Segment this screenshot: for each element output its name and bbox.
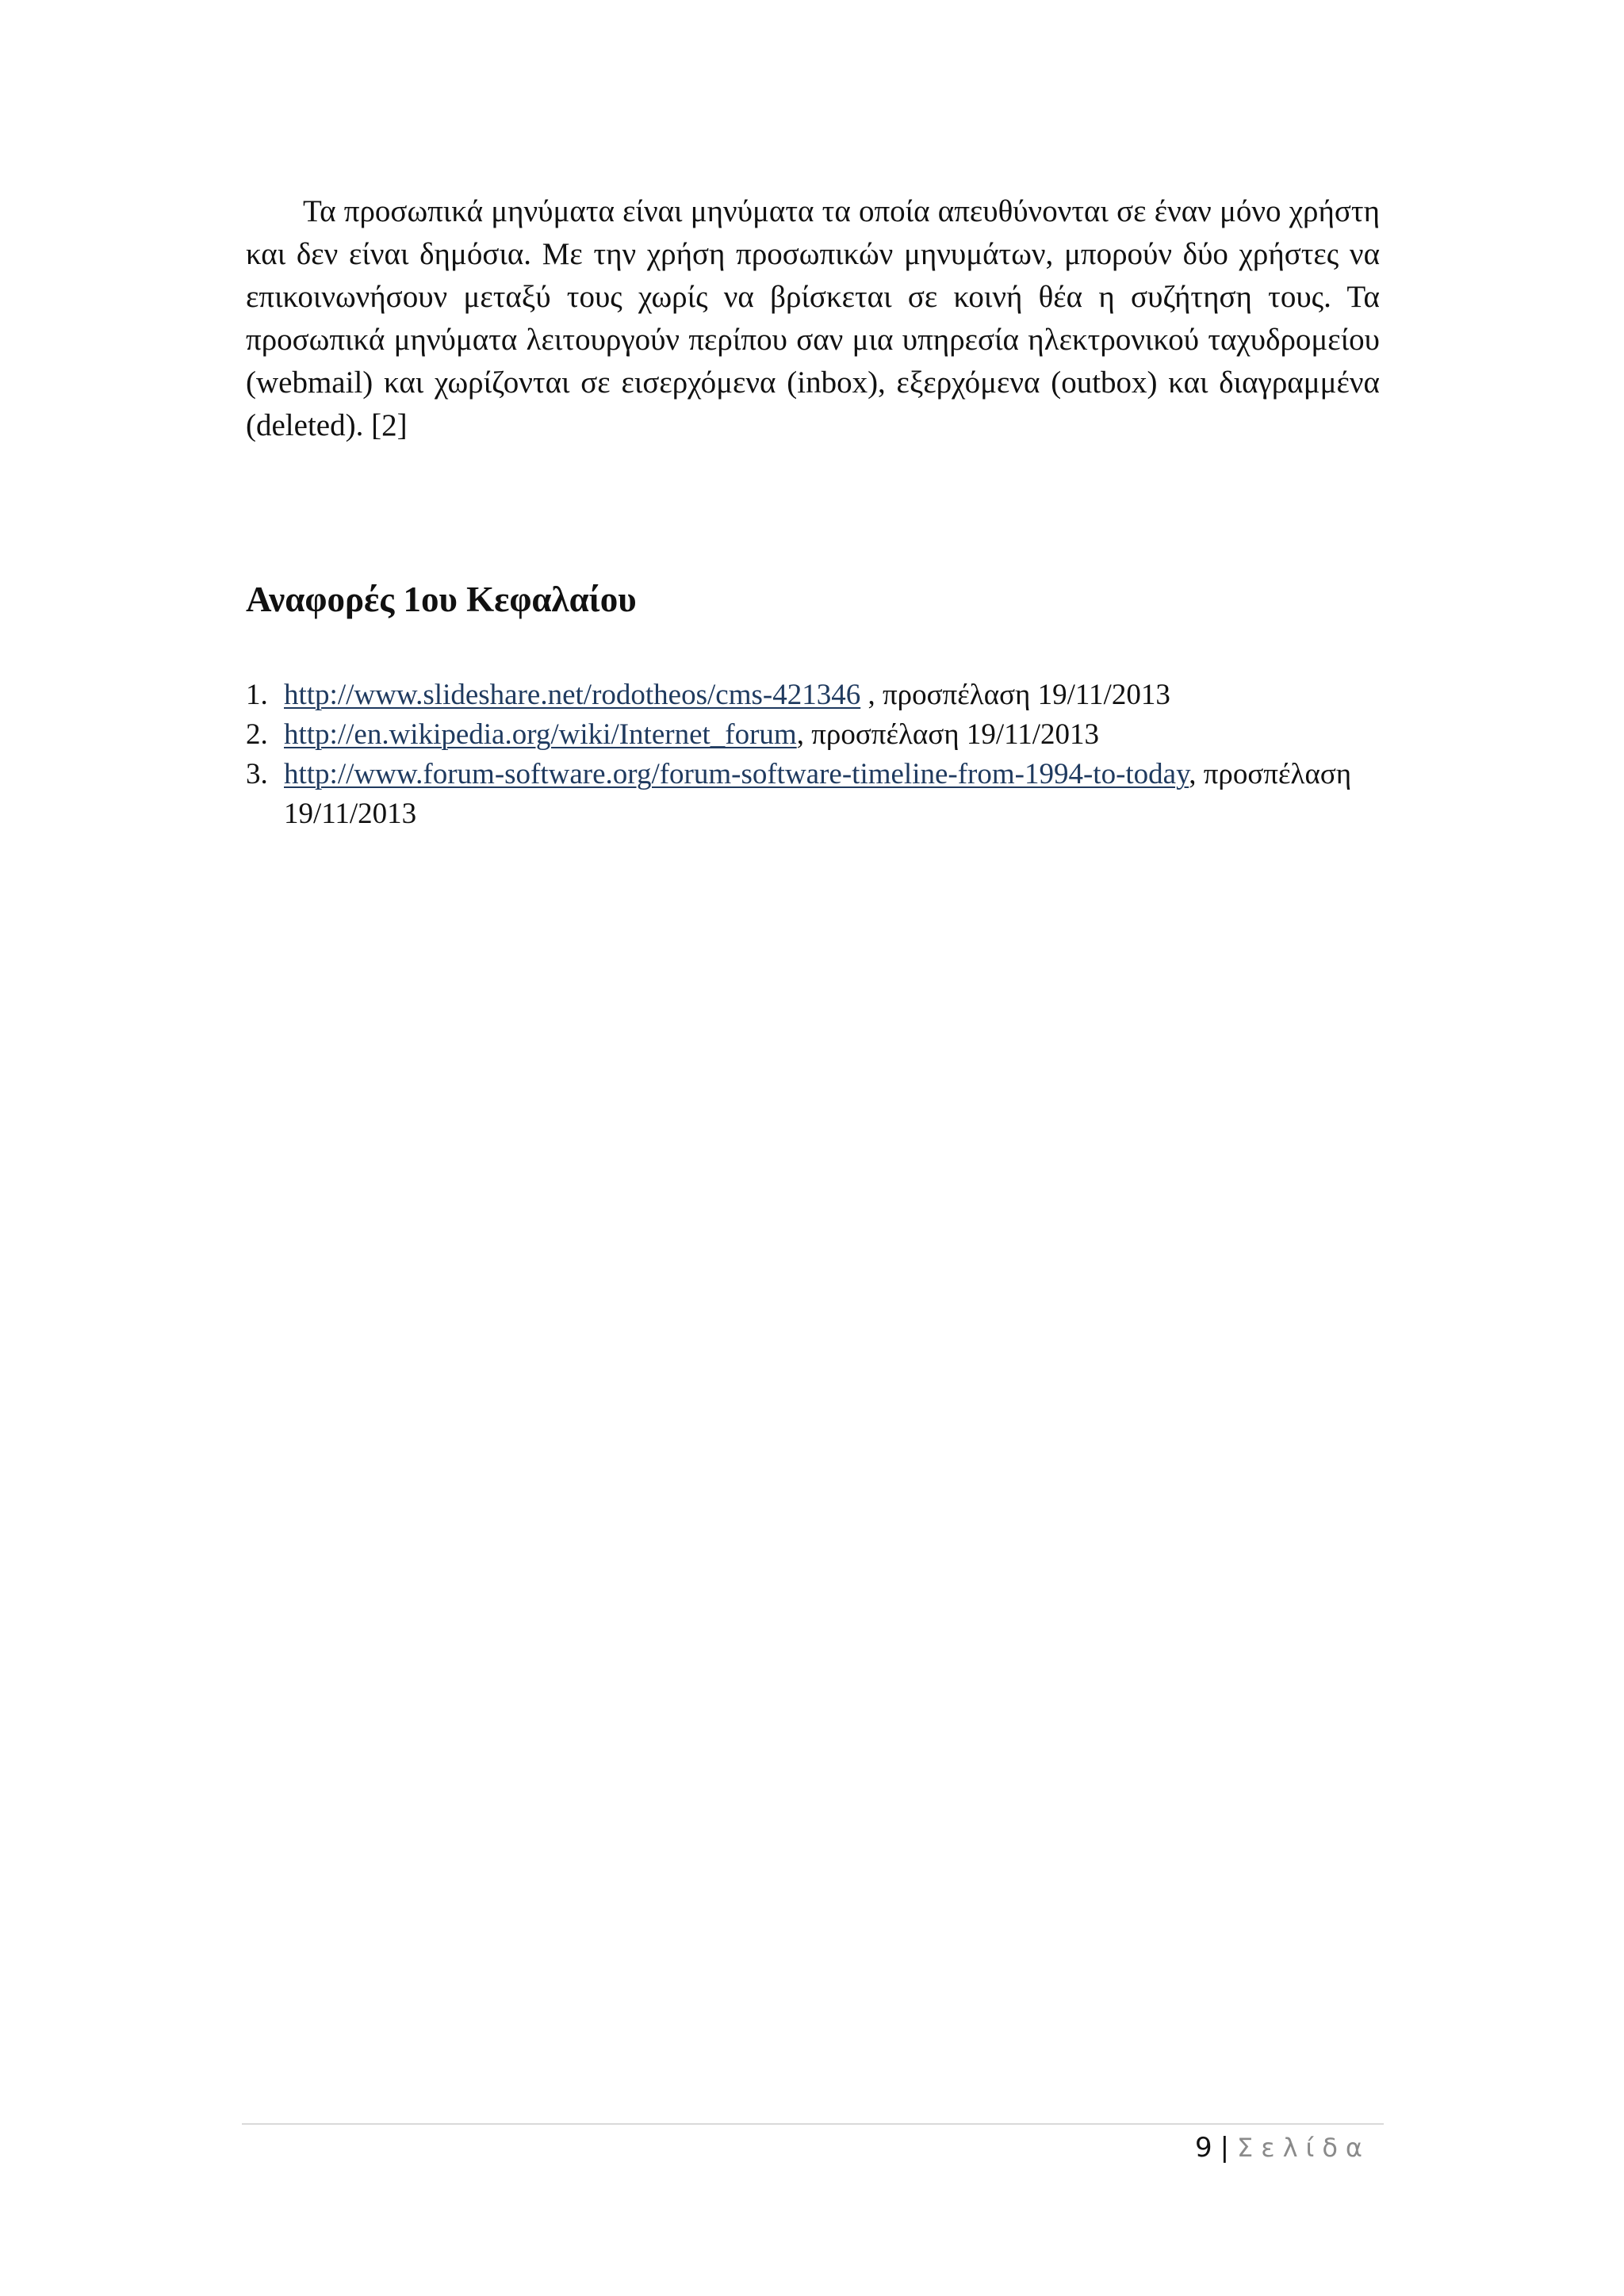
reference-access-date: , προσπέλαση 19/11/2013 <box>860 679 1170 711</box>
reference-item <box>246 715 1388 755</box>
reference-link[interactable]: http://en.wikipedia.org/wiki/Internet_forum <box>284 718 797 751</box>
page-footer <box>1195 2128 1370 2168</box>
body-paragraph: Τα προσωπικά μηνύματα είναι μηνύματα τα οποία απευθύνονται σε έναν μόνο χρήστη και δεν είναι δημόσια. Με την χρήση προσωπικών μηνυμάτων, μπορούν δύο χρήστες να επικοινωνήσουν μεταξύ τους χωρίς να βρίσκεται σε κοινή θέα η συζήτηση τους. Τα προσωπικά μηνύματα λειτουργούν περίπου σαν μια υπηρεσία ηλεκτρονικού ταχυδρομείου (webmail) και χωρίζονται σε εισερχόμενα (inbox), εξερχόμενα (outbox) και διαγραμμένα (deleted). [2] <box>246 194 1380 442</box>
reference-link[interactable]: http://www.forum-software.org/forum-software-timeline-from-1994-to-today <box>284 758 1189 790</box>
reference-item <box>246 755 1388 834</box>
reference-list <box>246 675 1388 834</box>
page-number: 9 <box>1194 2132 1212 2164</box>
footer-divider <box>242 2123 1384 2125</box>
reference-item <box>246 675 1388 715</box>
reference-link[interactable]: http://www.slideshare.net/rodotheos/cms-421346 <box>284 679 861 711</box>
reference-number: 2. <box>246 718 268 751</box>
reference-access-date: , προσπέλαση 19/11/2013 <box>796 718 1100 751</box>
page-label: Σελίδα <box>1237 2133 1370 2163</box>
section-heading: Αναφορές 1ου Κεφαλαίου <box>246 580 637 619</box>
reference-number: 3. <box>246 758 268 790</box>
reference-access-date: , προσπέλαση 19/11/2013 <box>284 758 1352 830</box>
footer-separator: | <box>1220 2132 1230 2164</box>
reference-number: 1. <box>246 679 268 711</box>
